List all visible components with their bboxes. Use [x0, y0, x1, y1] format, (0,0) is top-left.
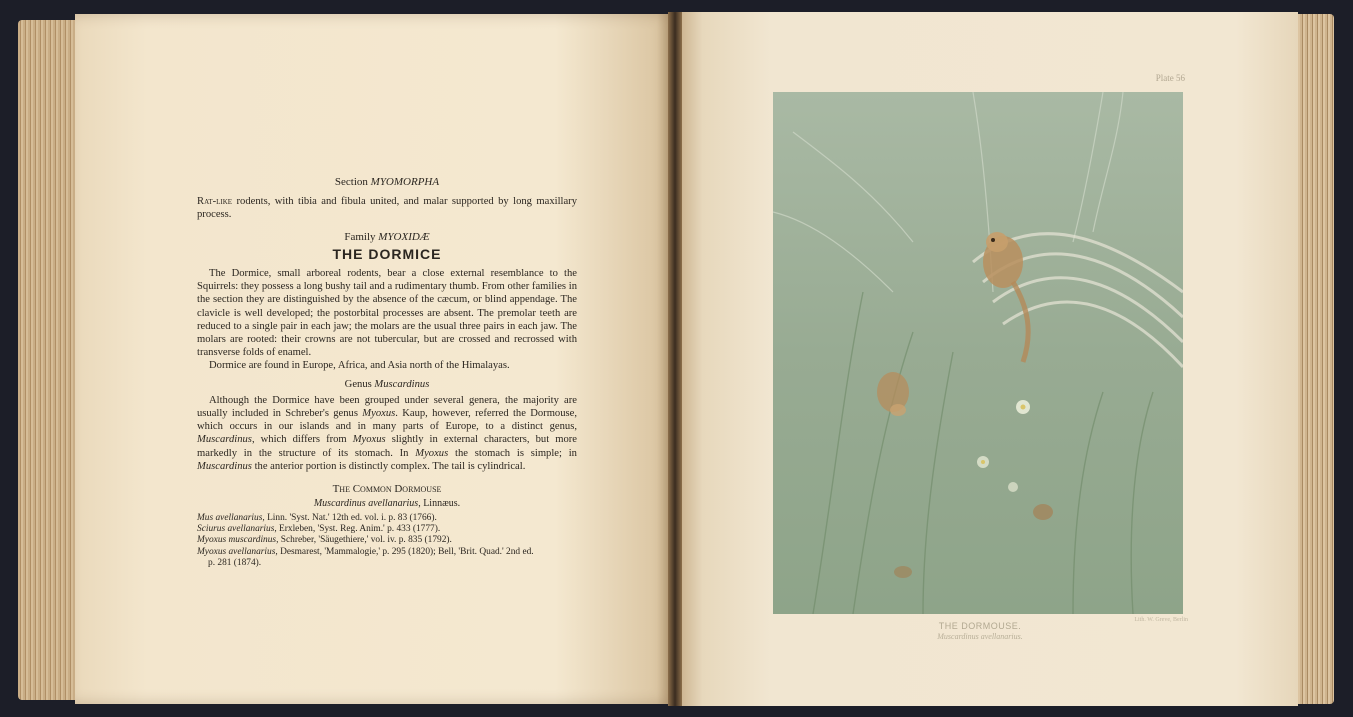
species-name: Muscardinus avellanarius [313, 498, 419, 510]
synonym-ref: , Linn. 'Syst. Nat.' 12th ed. vol. i. p. 83 (1766). [262, 512, 437, 523]
p3-k: the anterior portion is distinctly complex. The tail is cylindrical. [251, 460, 526, 472]
synonym-4 [197, 547, 577, 558]
plate-artwork [773, 92, 1183, 614]
section-label: Section [334, 176, 371, 188]
synonym-3 [197, 535, 577, 546]
synonym-name: Myoxus avellanarius [197, 546, 276, 557]
dormouse-illustration [773, 92, 1183, 614]
p3-a: Although the Dormice have been grouped under several genera, the majority are usually included in Schreber's genus [197, 394, 577, 420]
plate-caption-title: THE DORMOUSE. [938, 621, 1022, 631]
p3-i: the stomach is simple; in [448, 447, 577, 459]
plate-caption-subtitle: Muscardinus avellanarius. [937, 632, 1023, 641]
plate-number: Plate 56 [1155, 73, 1185, 83]
synonym-name: Myoxus muscardinus [197, 535, 277, 546]
family-label: Family [344, 230, 379, 243]
p3-e: , which differs from [251, 434, 353, 446]
page-title: THE DORMICE [332, 245, 442, 262]
genus-label: Genus [344, 378, 375, 390]
family-name: MYOXIDÆ [378, 230, 430, 243]
section-desc-lead: Rat-like [197, 196, 233, 208]
p3-h: Myoxus [415, 447, 449, 459]
p3-c: . Kaup, however, referred the Dormouse, which occurs in our islands and in many parts of Europe, to a distinct genus, [197, 408, 577, 433]
species-heading: The Common Dormouse [332, 483, 442, 496]
family-heading [197, 231, 577, 244]
book-gutter [668, 12, 682, 706]
section-desc-text: rodents, with tibia and fibula united, and malar supported by long maxillary process. [197, 196, 577, 221]
p3-b: Myoxus [362, 408, 396, 420]
paragraph-3 [197, 394, 577, 473]
synonym-name: Sciurus avellanarius [197, 524, 275, 535]
p3-j: Muscardinus [197, 460, 252, 472]
p3-g: slightly in external characters, but more markedly in the structure of its stomach. In [197, 434, 577, 459]
genus-name: Muscardinus [374, 378, 430, 390]
paragraph-2: Dormice are found in Europe, Africa, and Asia north of the Himalayas. [209, 360, 510, 372]
printer-credit: Lith. W. Greve, Berlin [1134, 617, 1188, 623]
section-heading [197, 176, 577, 189]
synonym-ref: , Schreber, 'Säugethiere,' vol. iv. p. 835 (1792). [276, 535, 452, 546]
synonym-ref: , Erxleben, 'Syst. Reg. Anim.' p. 433 (1777). [274, 524, 441, 535]
genus-heading [197, 378, 577, 391]
section-description [197, 195, 577, 221]
text-column [197, 176, 577, 570]
species-binomial [197, 498, 577, 509]
left-page-edges [18, 20, 80, 700]
synonym-name: Mus avellanarius [197, 512, 263, 523]
section-name: MYOMORPHA [370, 176, 440, 188]
species-author: , Linnæus. [418, 498, 461, 510]
synonym-continuation: p. 281 (1874). [208, 558, 262, 569]
synonym-1 [197, 513, 577, 524]
synonym-ref: , Desmarest, 'Mammalogie,' p. 295 (1820); Bell, 'Brit. Quad.' 2nd ed. [275, 546, 534, 557]
synonym-2 [197, 524, 577, 535]
paragraph-1: The Dormice, small arboreal rodents, bear a close external resemblance to the Squirrels: they possess a long bushy tail and a rudimentary thumb. From other families in the section they are distinguished by the absence of the cæcum, or blind appendage. The clavicle is well developed; the postorbital processes are absent. The premolar teeth are reduced to a single pair in each jaw; the molars are the usual three pairs in each jaw. The molars are rooted: their crowns are not tubercular, but are crossed and recrossed with transverse folds of enamel. [197, 268, 577, 359]
p3-f: Myoxus [352, 434, 386, 446]
p3-d: Muscardinus [197, 434, 252, 446]
